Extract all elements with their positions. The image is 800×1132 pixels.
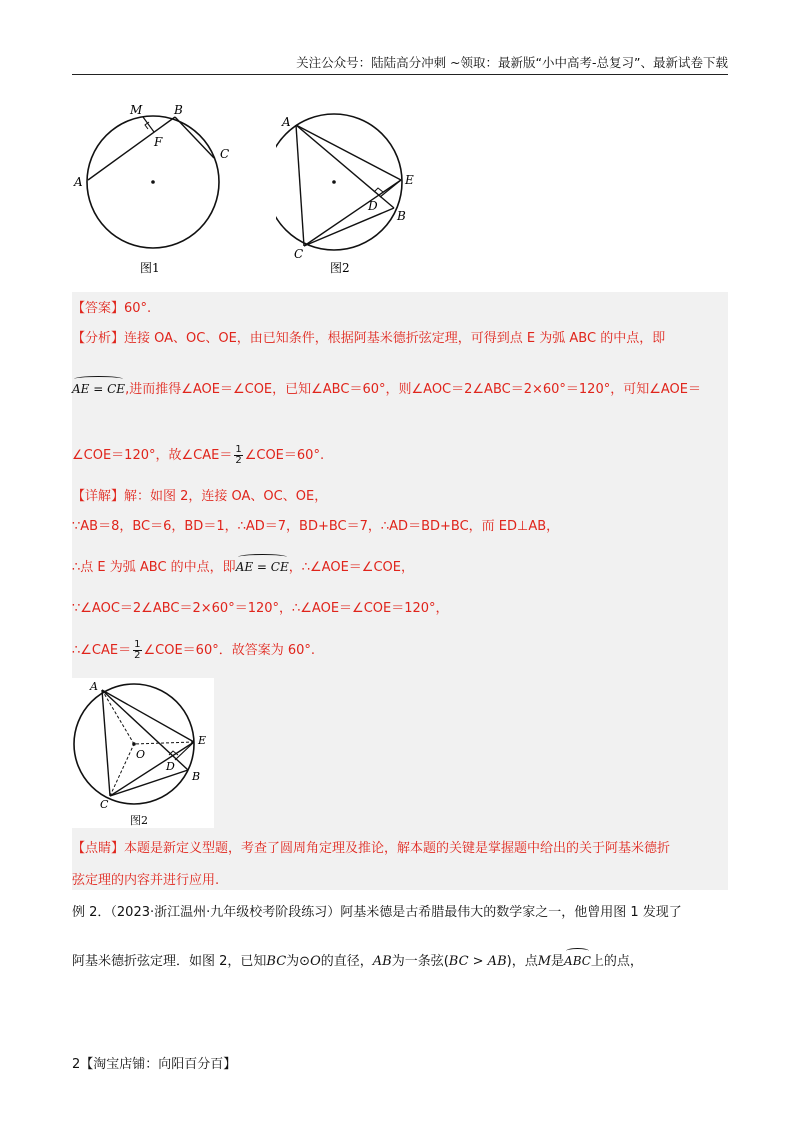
arc-ae-ce-2: AE = CE [235,560,289,574]
figure-1 [72,100,252,280]
comment-line-1: 【点睛】本题是新定义型题，考查了圆周角定理及推论，解本题的关键是掌握题中给出的关于阿基米德折 [72,841,671,856]
fig3-point-e: E [198,734,207,747]
analysis-line-2 [72,380,701,399]
detail-line-5 [72,640,315,661]
analysis-line-3 [72,445,324,466]
example-text-d: 为一条弦( [391,954,449,969]
example-line-1: 例 2．（2023·浙江温州·九年级校考阶段练习）阿基米德是古希腊最伟大的数学家之一，他曾用图 1 发现了 [72,905,682,920]
detail-line-5-b: ∠COE＝60°．故答案为 60°. [143,643,316,658]
var-m: M [537,954,552,969]
detail-line-3 [72,558,414,577]
fig1-point-c: C [220,147,230,161]
detail-line-2: ∵AB＝8，BC＝6，BD＝1，∴AD＝7，BD+BC＝7，∴AD＝BD+BC，而 ED⊥AB， [72,519,560,534]
fig3-point-a: A [90,680,98,693]
fig2-point-d: D [368,199,378,213]
comment-line-2: 弦定理的内容并进行应用. [72,873,220,888]
fig2-point-c: C [294,247,304,261]
analysis-line-1: 【分析】连接 OA、OC、OE，由已知条件，根据阿基米德折弦定理，可得到点 E 为弧 ABC 的中点，即 [72,331,666,346]
page-footer: 2【淘宝店铺：向阳百分百】 [72,1057,237,1072]
answer-line: 【答案】60°. [72,301,152,316]
fig3-point-o: O [136,748,146,761]
fig2-point-a: A [282,115,291,129]
fig1-point-f: F [154,135,163,149]
arc-ae-ce: AE = CE [72,382,126,396]
detail-line-1: 【详解】解：如图 2，连接 OA、OC、OE， [72,489,328,504]
example-text-b: 为⊙ [286,954,311,969]
fig1-point-a: A [74,175,83,189]
var-bc: BC [266,954,287,969]
analysis-line-2-text: ,进而推得∠AOE＝∠COE，已知∠ABC＝60°，则∠AOC＝2∠ABC＝2×60°＝120°，可知∠AOE＝ [125,382,701,397]
fig1-point-m: M [130,103,143,117]
example-text-a: 阿基米德折弦定理．如图 2，已知 [72,954,267,969]
detail-line-4: ∵∠AOC＝2∠ABC＝2×60°＝120°，∴∠AOE＝∠COE＝120°， [72,601,449,616]
fig2-point-b: B [397,209,406,223]
inequality: BC > AB [448,954,507,969]
fig3-point-c: C [100,798,109,811]
example-text-f: 是 [551,954,565,969]
figure-3 [72,678,214,828]
figure-2 [276,100,426,280]
example-line-2 [72,952,643,971]
fig3-point-b: B [192,770,201,783]
example-text-e: )，点 [506,954,538,969]
detail-line-3-a: ∴点 E 为弧 ABC 的中点，即 [72,560,236,575]
fig1-label: 图1 [140,261,160,275]
arc-abc: ABC [564,954,591,968]
example-text-c: 的直径， [320,954,373,969]
analysis-line-3-b: ∠COE＝60°. [244,448,325,463]
header-text: 关注公众号：陆陆高分冲刺 ~领取：最新版“小中高考-总复习”、最新试卷下载 [296,55,728,70]
fig1-point-b: B [174,103,183,117]
detail-line-5-a: ∴∠CAE＝ [72,643,132,658]
fig2-label: 图2 [330,261,350,275]
fig2-point-e: E [405,173,414,187]
example-text-g: 上的点， [590,954,643,969]
fig3-label: 图2 [130,814,148,827]
analysis-line-3-a: ∠COE＝120°，故∠CAE＝ [72,448,233,463]
page-header [72,54,728,75]
var-o: O [310,954,321,969]
fraction-half-2: $\frac{1}{2}$ [134,639,141,661]
detail-line-3-b: ，∴∠AOE＝∠COE， [288,560,414,575]
fig3-point-d: D [166,760,175,773]
var-ab: AB [372,954,392,969]
fraction-half: $\frac{1}{2}$ [235,444,242,466]
